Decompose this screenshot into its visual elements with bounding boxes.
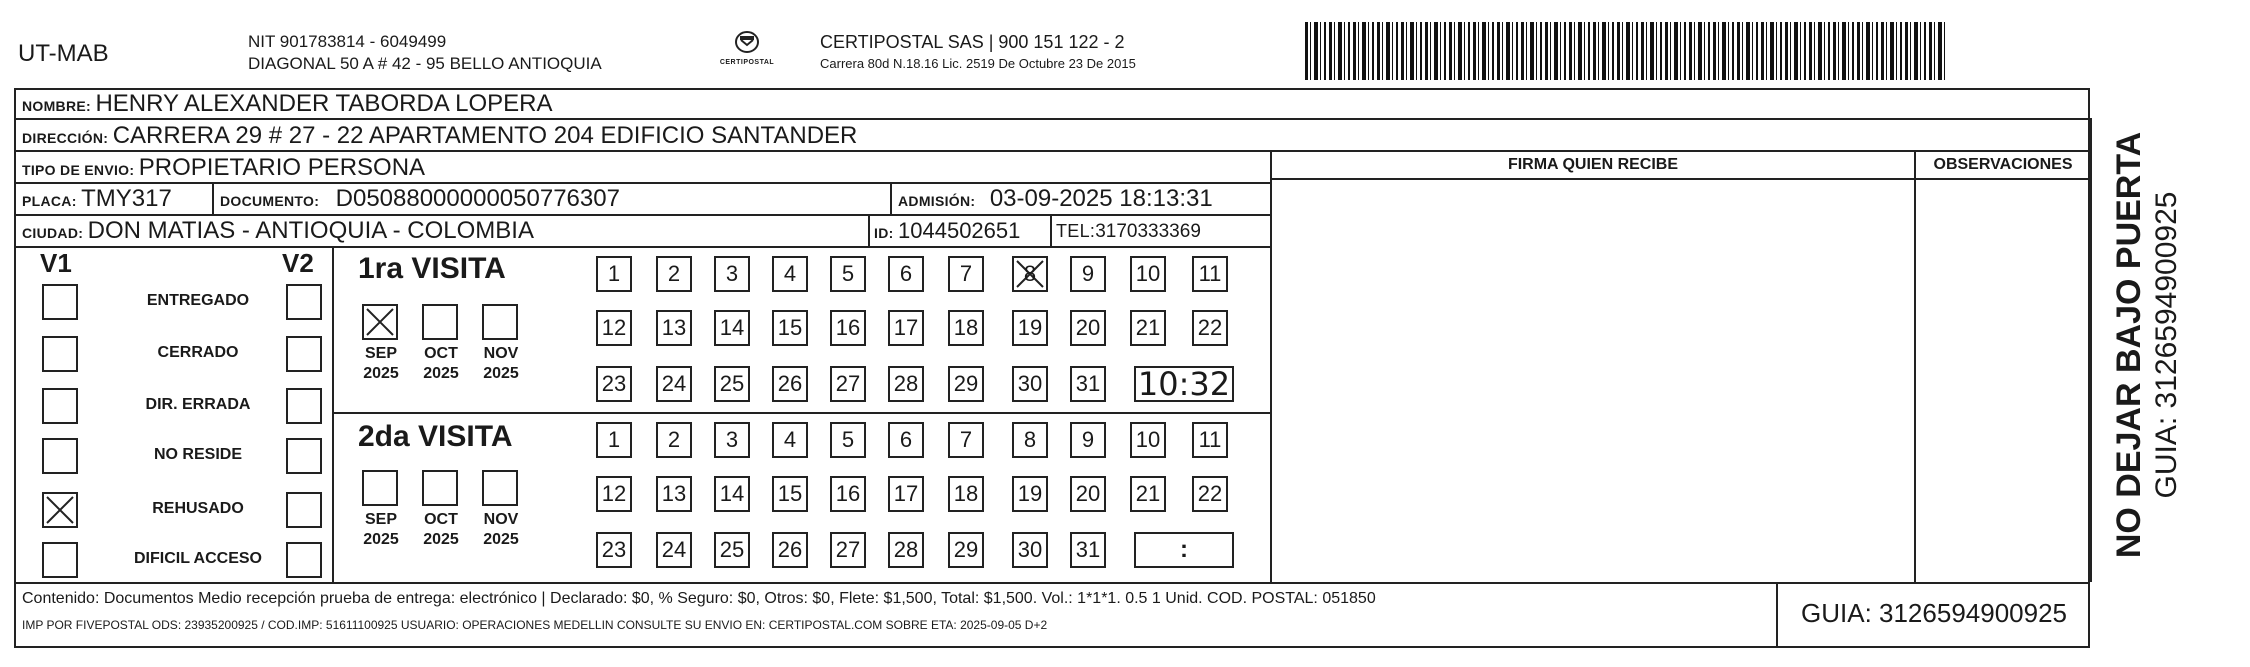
day-box[interactable]: 12	[596, 476, 632, 512]
day-box[interactable]: 5	[830, 256, 866, 292]
v1-checkbox[interactable]	[42, 336, 78, 372]
id-value: 1044502651	[898, 218, 1021, 243]
month-label: NOV	[483, 345, 519, 362]
col-line	[2090, 118, 2092, 582]
type-row	[22, 152, 425, 182]
document-value: D05088000000050776307	[335, 185, 620, 212]
day-box[interactable]: 24	[656, 532, 692, 568]
recipient-address: CARRERA 29 # 27 - 22 APARTAMENTO 204 EDIFICIO SANTANDER	[112, 122, 858, 149]
day-box[interactable]: 20	[1070, 476, 1106, 512]
status-label: CERRADO	[157, 344, 239, 361]
v2-checkbox[interactable]	[286, 336, 322, 372]
visit1-title: 1ra VISITA	[358, 252, 506, 285]
day-box[interactable]: 2	[656, 256, 692, 292]
footer-guia: GUIA: 3126594900925	[1801, 598, 2067, 628]
day-box[interactable]: 27	[830, 366, 866, 402]
city-label: CIUDAD:	[22, 225, 84, 241]
name-label: NOMBRE:	[22, 98, 91, 114]
col-line	[212, 182, 214, 214]
day-box[interactable]: 11	[1192, 422, 1228, 458]
day-box[interactable]: 21	[1130, 310, 1166, 346]
day-box[interactable]: 26	[772, 532, 808, 568]
month-year: 2025	[363, 365, 399, 382]
col-line	[868, 214, 870, 246]
certipostal-logo-icon	[732, 30, 762, 56]
v1-checkbox[interactable]	[42, 438, 78, 474]
type-label: TIPO DE ENVIO:	[22, 162, 135, 178]
admission-value: 03-09-2025 18:13:31	[989, 185, 1213, 212]
plate-value: TMY317	[81, 185, 172, 212]
day-box[interactable]: 18	[948, 310, 984, 346]
month-year: 2025	[483, 365, 519, 382]
day-box[interactable]: 30	[1012, 366, 1048, 402]
day-box[interactable]: 25	[714, 532, 750, 568]
month-checkbox[interactable]	[482, 304, 518, 340]
city-cell	[22, 216, 534, 249]
footer-imp: IMP POR FIVEPOSTAL ODS: 23935200925 / COD.IMP: 51611100925 USUARIO: OPERACIONES MEDELLIN CONSULTE SU ENVIO EN: CERTIPOSTAL.COM SOBRE ETA: 2025-09-05 D+2	[22, 618, 1048, 632]
month-label: OCT	[424, 345, 458, 362]
day-box[interactable]: 17	[888, 476, 924, 512]
plate-cell	[22, 184, 172, 217]
v2-checkbox[interactable]	[286, 388, 322, 424]
v2-checkbox[interactable]	[286, 284, 322, 320]
time-box[interactable]: :	[1134, 532, 1234, 568]
day-box[interactable]: 15	[772, 476, 808, 512]
observations-header: OBSERVACIONES	[1933, 156, 2073, 173]
status-label: ENTREGADO	[146, 292, 250, 309]
day-box[interactable]: 9	[1070, 256, 1106, 292]
day-box[interactable]: 14	[714, 476, 750, 512]
footer-content: Contenido: Documentos Medio recepción prueba de entrega: electrónico | Declarado: $0, % Seguro: $0, Otros: $0, Flete: $1,500, Total: $1,500. Vol.: 1*1*1. 0.5 1 Unid. COD. POSTAL: 051850	[22, 590, 1376, 607]
col-line	[1050, 214, 1052, 246]
tel-label: TEL:	[1056, 221, 1096, 241]
day-box[interactable]: 7	[948, 422, 984, 458]
v1-checkbox[interactable]	[42, 388, 78, 424]
admission-label: ADMISIÓN:	[898, 193, 976, 209]
month-checkbox[interactable]	[422, 470, 458, 506]
company-name: CERTIPOSTAL SAS | 900 151 122 - 2	[820, 32, 1125, 52]
v1-checkbox[interactable]	[42, 284, 78, 320]
day-box[interactable]: 20	[1070, 310, 1106, 346]
time-box[interactable]: 10:32	[1134, 366, 1234, 402]
day-box[interactable]: 4	[772, 422, 808, 458]
company-license: Carrera 80d N.18.16 Lic. 2519 De Octubre 23 De 2015	[820, 56, 1136, 71]
day-box[interactable]: 25	[714, 366, 750, 402]
day-box[interactable]: 13	[656, 476, 692, 512]
v1-checkbox[interactable]	[42, 542, 78, 578]
sender-nit: NIT 901783814 - 6049499	[248, 32, 447, 51]
day-box[interactable]: 19	[1012, 310, 1048, 346]
signature-header: FIRMA QUIEN RECIBE	[1507, 156, 1679, 173]
day-box[interactable]: 29	[948, 532, 984, 568]
month-year: 2025	[423, 365, 459, 382]
status-label: REHUSADO	[152, 500, 244, 517]
day-box[interactable]: 12	[596, 310, 632, 346]
day-box[interactable]: 16	[830, 476, 866, 512]
day-box[interactable]: 23	[596, 532, 632, 568]
day-box[interactable]: 29	[948, 366, 984, 402]
name-row	[22, 88, 553, 118]
day-box[interactable]: 1	[596, 422, 632, 458]
id-cell	[874, 216, 1020, 249]
col-line	[890, 182, 892, 214]
day-box[interactable]: 10	[1130, 422, 1166, 458]
day-box[interactable]: 19	[1012, 476, 1048, 512]
day-box[interactable]: 14	[714, 310, 750, 346]
day-box[interactable]: 7	[948, 256, 984, 292]
v2-header: V2	[282, 248, 314, 278]
admission-cell	[898, 184, 1213, 217]
day-box[interactable]: 21	[1130, 476, 1166, 512]
day-box[interactable]: 1	[596, 256, 632, 292]
day-box[interactable]: 17	[888, 310, 924, 346]
address-label: DIRECCIÓN:	[22, 130, 109, 146]
tel-cell	[1056, 216, 1201, 248]
month-checkbox[interactable]	[482, 470, 518, 506]
v1-checkbox[interactable]	[42, 492, 78, 528]
day-box[interactable]: 22	[1192, 476, 1228, 512]
side-notice: NO DEJAR BAJO PUERTA	[2110, 131, 2148, 559]
x-mark-icon	[364, 306, 396, 338]
day-box[interactable]: 24	[656, 366, 692, 402]
sender-code: UT-MAB	[18, 40, 109, 67]
day-box[interactable]: 3	[714, 422, 750, 458]
month-label: OCT	[424, 511, 458, 528]
address-row	[22, 120, 857, 150]
day-box[interactable]: 6	[888, 256, 924, 292]
day-box[interactable]: 26	[772, 366, 808, 402]
day-box[interactable]: 30	[1012, 532, 1048, 568]
day-box[interactable]: 4	[772, 256, 808, 292]
day-box[interactable]: 3	[714, 256, 750, 292]
v2-checkbox[interactable]	[286, 542, 322, 578]
month-year: 2025	[363, 531, 399, 548]
day-box[interactable]: 5	[830, 422, 866, 458]
day-box[interactable]: 13	[656, 310, 692, 346]
id-label: ID:	[874, 225, 894, 241]
month-checkbox[interactable]	[362, 304, 398, 340]
row-line	[1270, 178, 2090, 180]
month-label: SEP	[364, 511, 397, 528]
month-label: SEP	[364, 345, 397, 362]
shipping-type: PROPIETARIO PERSONA	[138, 154, 426, 181]
row-line	[14, 582, 2090, 584]
day-box[interactable]: 18	[948, 476, 984, 512]
recipient-name: HENRY ALEXANDER TABORDA LOPERA	[95, 90, 553, 117]
col-line	[1914, 150, 1916, 582]
status-label: NO RESIDE	[153, 446, 242, 463]
status-label: DIFICIL ACCESO	[133, 550, 262, 567]
day-box[interactable]: 10	[1130, 256, 1166, 292]
document-cell	[220, 184, 620, 217]
company-logo	[712, 30, 782, 76]
day-box[interactable]: 23	[596, 366, 632, 402]
month-checkbox[interactable]	[362, 470, 398, 506]
month-year: 2025	[483, 531, 519, 548]
day-box[interactable]: 2	[656, 422, 692, 458]
day-box[interactable]: 15	[772, 310, 808, 346]
row-line	[332, 412, 1270, 414]
month-checkbox[interactable]	[422, 304, 458, 340]
month-label: NOV	[483, 511, 519, 528]
status-label: DIR. ERRADA	[145, 396, 251, 413]
plate-label: PLACA:	[22, 193, 77, 209]
day-box[interactable]: 6	[888, 422, 924, 458]
barcode	[1305, 22, 1945, 80]
v2-checkbox[interactable]	[286, 438, 322, 474]
document-label: DOCUMENTO:	[220, 193, 320, 209]
day-box[interactable]: 28	[888, 366, 924, 402]
v1-header: V1	[40, 248, 72, 278]
day-box[interactable]: 9	[1070, 422, 1106, 458]
sender-address: DIAGONAL 50 A # 42 - 95 BELLO ANTIOQUIA	[248, 54, 602, 73]
logo-text: CERTIPOSTAL	[719, 59, 775, 66]
col-line	[332, 246, 334, 582]
tel-value: 3170333369	[1095, 221, 1201, 242]
day-box[interactable]: 16	[830, 310, 866, 346]
x-mark-icon	[44, 494, 76, 526]
day-box[interactable]: 8	[1012, 256, 1048, 292]
col-line	[1270, 150, 1272, 582]
day-box[interactable]: 22	[1192, 310, 1228, 346]
day-box[interactable]: 31	[1070, 532, 1106, 568]
month-year: 2025	[423, 531, 459, 548]
day-box[interactable]: 8	[1012, 422, 1048, 458]
v2-checkbox[interactable]	[286, 492, 322, 528]
day-box[interactable]: 11	[1192, 256, 1228, 292]
day-box[interactable]: 27	[830, 532, 866, 568]
city-value: DON MATIAS - ANTIOQUIA - COLOMBIA	[87, 217, 534, 244]
side-guia: GUIA: 3126594900925	[2150, 191, 2183, 499]
day-box[interactable]: 28	[888, 532, 924, 568]
day-box[interactable]: 31	[1070, 366, 1106, 402]
visit2-title: 2da VISITA	[358, 420, 513, 453]
